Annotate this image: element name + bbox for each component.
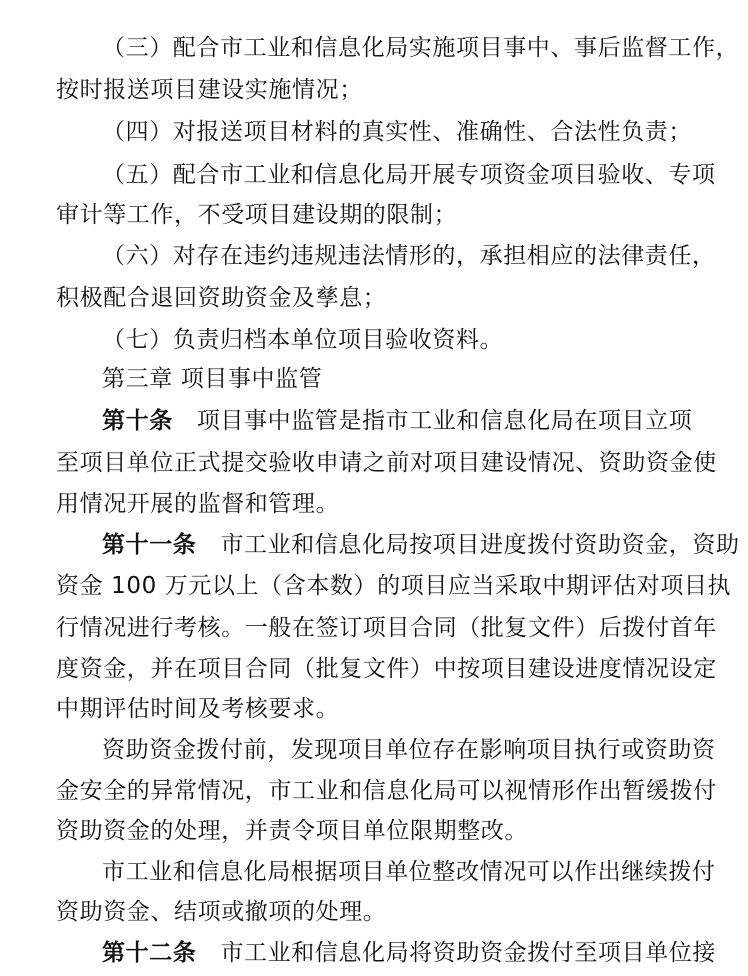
text-line <box>0 195 748 235</box>
line-text: 审计等工作，不受项目建设期的限制； <box>56 202 458 228</box>
line-text: 按时报送项目建设实施情况； <box>56 77 363 103</box>
line-text: 第三章 项目事中监管 <box>102 366 323 392</box>
text-line <box>0 401 748 441</box>
text-line <box>0 852 748 892</box>
text-line <box>0 236 748 276</box>
line-text: 资助资金的处理，并责令项目单位限期整改。 <box>56 818 528 844</box>
line-text: 用情况开展的监督和管理。 <box>56 491 340 517</box>
line-text: 项目事中监管是指市工业和信息化局在项目立项 <box>196 408 693 434</box>
text-line <box>0 525 748 565</box>
text-line <box>0 155 748 195</box>
text-line <box>0 811 748 851</box>
line-text: 资助资金、结项或撤项的处理。 <box>56 899 387 925</box>
text-line <box>0 689 748 729</box>
text-line <box>0 70 748 110</box>
text-line <box>0 649 748 689</box>
text-line <box>0 892 748 932</box>
text-line <box>0 566 748 606</box>
line-text: （四）对报送项目材料的真实性、准确性、合法性负责； <box>102 119 692 145</box>
article-number: 第十条 <box>102 408 173 434</box>
line-text: 市工业和信息化局根据项目单位整改情况可以作出继续拨付 <box>102 859 716 885</box>
text-line <box>0 933 748 973</box>
text-line <box>0 278 748 318</box>
text-line <box>0 28 748 68</box>
line-text: 市工业和信息化局按项目进度拨付资助资金，资助 <box>220 532 740 558</box>
text-line <box>0 443 748 483</box>
line-text: 度资金，并在项目合同（批复文件）中按项目建设进度情况设定 <box>56 656 717 682</box>
line-text: 至项目单位正式提交验收申请之前对项目建设情况、资助资金使 <box>56 450 717 476</box>
line-text: （七）负责归档本单位项目验收资料。 <box>102 327 504 353</box>
line-text: 金安全的异常情况，市工业和信息化局可以视情形作出暂缓拨付 <box>56 778 717 804</box>
article-number: 第十一条 <box>102 532 197 558</box>
line-text: 市工业和信息化局将资助资金拨付至项目单位接 <box>220 940 717 966</box>
text-line <box>0 112 748 152</box>
line-text: 资助资金拨付前，发现项目单位存在影响项目执行或资助资 <box>102 737 716 763</box>
line-text: （六）对存在违约违规违法情形的，承担相应的法律责任， <box>102 243 716 269</box>
line-text: 资金 100 万元以上（含本数）的项目应当采取中期评估对项目执 <box>56 573 732 599</box>
text-line <box>0 359 748 399</box>
text-line <box>0 484 748 524</box>
line-text: 中期评估时间及考核要求。 <box>56 696 340 722</box>
text-line <box>0 608 748 648</box>
line-text: 积极配合退回资助资金及孳息； <box>56 285 387 311</box>
article-number: 第十二条 <box>102 940 197 966</box>
line-text: 行情况进行考核。一般在签订项目合同（批复文件）后拨付首年 <box>56 615 717 641</box>
text-line <box>0 320 748 360</box>
line-text: （五）配合市工业和信息化局开展专项资金项目验收、专项 <box>102 162 716 188</box>
line-text: （三）配合市工业和信息化局实施项目事中、事后监督工作， <box>102 35 740 61</box>
text-line <box>0 730 748 770</box>
text-line <box>0 771 748 811</box>
